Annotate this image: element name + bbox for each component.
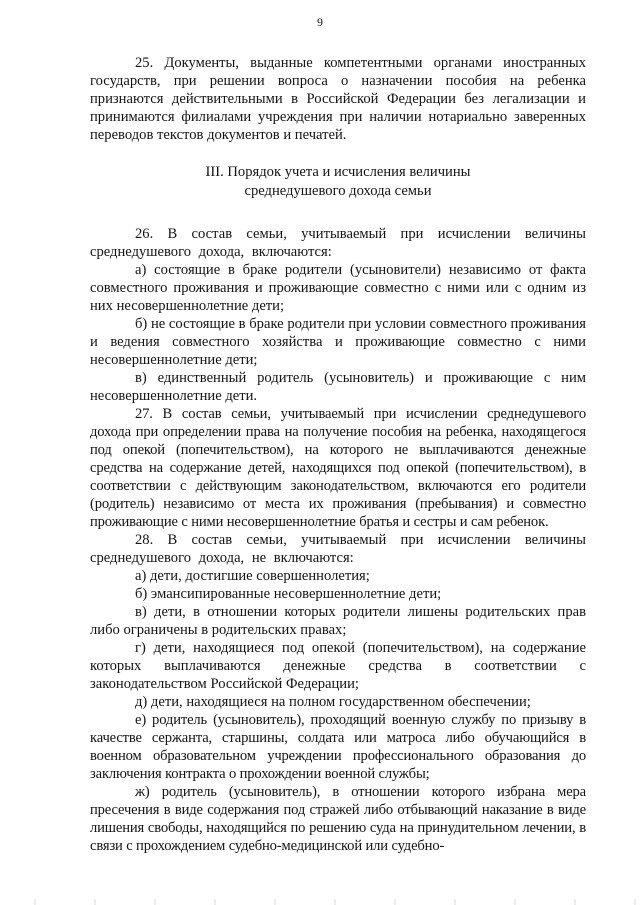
paragraph-28-item-d: г) дети, находящиеся под опекой (попечительством), на содержание которых выплачиваются денежные средства в соответствии с законодательством Российской Федерации;	[90, 640, 586, 692]
section-heading	[90, 163, 586, 201]
paragraph-26: 26. В состав семьи, учитываемый при исчислении величины среднедушевого дохода, включаются:	[90, 226, 586, 260]
paragraph-25: 25. Документы, выданные компетентными органами иностранных государств, при решении вопроса о назначении пособия на ребенка признаются действительными в Российской Федерации без легализации и принимаются филиалами учреждения при наличии нотариально заверенных переводов текстов документов и печатей.	[90, 55, 586, 143]
paragraph-28-item-g: ж) родитель (усыновитель), в отношении которого избрана мера пресечения в виде содержания под стражей либо отбывающий наказание в виде лишения свободы, находящийся по решению суда на принудительном лечении, в связи с прохождением судебно-медицинской или судебно-	[90, 784, 586, 854]
paragraph-28-item-f: е) родитель (усыновитель), проходящий военную службу по призыву в качестве сержанта, старшины, солдата или матроса либо обучающийся в военном образовательном учреждении профессионального образования до заключения контракта о прохождении военной службы;	[90, 712, 586, 782]
paragraph-26-item-b: б) не состоящие в браке родители при условии совместного проживания и ведения совместного хозяйства и проживающие совместно с ними несовершеннолетние дети;	[90, 316, 586, 368]
document-body	[90, 54, 586, 855]
paragraph-27: 27. В состав семьи, учитываемый при исчислении среднедушевого дохода при определении права на получение пособия на ребенка, находящегося под опекой (попечительством), на которого не выплачиваются денежные средства на содержание детей, находящихся под опекой (попечительством), в соответствии с действующим законодательством, включаются его родители (родитель) независимо от места их проживания (пребывания) и совместно проживающие с ними несовершеннолетние братья и сестры и сам ребенок.	[90, 406, 586, 530]
section-heading-line-1: III. Порядок учета и исчисления величины	[205, 164, 471, 180]
scan-edge-artifact	[0, 899, 640, 905]
paragraph-28-item-c: в) дети, в отношении которых родители лишены родительских прав либо ограничены в родительских правах;	[90, 604, 586, 638]
section-heading-line-2: среднедушевого дохода семьи	[244, 183, 432, 199]
paragraph-28: 28. В состав семьи, учитываемый при исчислении величины среднедушевого дохода, не включаются:	[90, 532, 586, 566]
page-number: 9	[317, 15, 323, 29]
paragraph-28-item-a: а) дети, достигшие совершеннолетия;	[135, 568, 370, 584]
paragraph-26-item-a: а) состоящие в браке родители (усыновители) независимо от факта совместного проживания и проживающие совместно с ними или с одним из них несовершеннолетние дети;	[90, 262, 586, 314]
paragraph-28-item-e: д) дети, находящиеся на полном государственном обеспечении;	[135, 694, 531, 710]
paragraph-26-item-c: в) единственный родитель (усыновитель) и проживающие с ним несовершеннолетние дети.	[90, 370, 586, 404]
paragraph-28-item-b: б) эмансипированные несовершеннолетние дети;	[135, 586, 442, 602]
